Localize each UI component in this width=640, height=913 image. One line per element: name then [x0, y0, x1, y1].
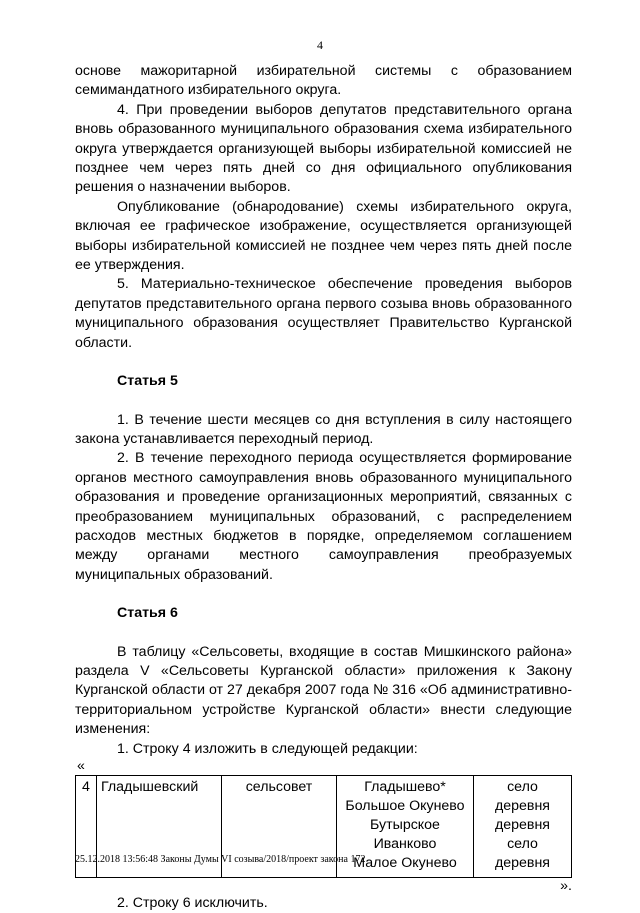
paragraph-publication: Опубликование (обнародование) схемы избирательного округа, включая ее графическое изображение, осуществляется организующей выборы избирательной комиссией не позднее чем через пять дней после ее утверждения.: [75, 198, 572, 274]
settlement-type: деревня: [494, 855, 550, 871]
settlement-type: деревня: [494, 817, 550, 833]
paragraph-item-5: 5. Материально-техническое обеспечение проведения выборов депутатов представительного органа первого созыва вновь образованного муниципального образования осуществляет Правительство Курганской области.: [75, 276, 572, 351]
article-6-paragraph-1: В таблицу «Сельсоветы, входящие в состав Мишкинского района» раздела V «Сельсоветы Курганской области» приложения к Закону Курганской области от 27 декабря 2007 года № 316 «Об административно-территориальном устройстве Курганской области» внести следующие изменения:: [75, 643, 572, 738]
article-5-heading: Статья 5: [117, 373, 178, 390]
settlement-name: Гладышево*: [364, 779, 446, 795]
settlement-type: село: [507, 779, 538, 795]
page-number: 4: [317, 38, 323, 52]
closing-quote: ».: [560, 878, 572, 894]
settlement-name: Малое Окунево: [353, 855, 457, 871]
article-6-paragraph-2: 1. Строку 4 изложить в следующей редакции:: [117, 740, 418, 757]
settlement-type: село: [507, 836, 538, 852]
article-5-paragraph-1: 1. В течение шести месяцев со дня вступления в силу настоящего закона устанавливается переходный период.: [75, 411, 572, 447]
article-5-paragraph-2: 2. В течение переходного периода осуществляется формирование органов местного самоуправления вновь образованного муниципального образования и проведение организационных мероприятий, связанных с преобразованием муниципальных образований, с распределением расходов местных бюджетов в порядке, определяемом соглашением между органами местного самоуправления преобразуемых муниципальных образований.: [75, 450, 572, 583]
settlement-type: деревня: [494, 798, 550, 814]
article-6-heading: Статья 6: [117, 605, 178, 622]
settlement-types-cell: [474, 776, 572, 878]
document-body: [75, 62, 572, 913]
settlement-name: Большое Окунево: [345, 798, 465, 814]
paragraph-item-4: 4. При проведении выборов депутатов представительного органа вновь образованного муниципального образования схема избирательного округа утверждается организующей выборы избирательной комиссией не позднее чем через пять дней со дня официального опубликования решения о назначении выборов.: [75, 101, 572, 196]
settlement-name: Иванково: [373, 836, 437, 852]
council-name-cell: Гладышевский: [97, 776, 222, 878]
unit-type-cell: сельсовет: [222, 776, 337, 878]
paragraph-continuation: основе мажоритарной избирательной системы с образованием семимандатного избирательного округа.: [75, 63, 572, 99]
settlement-name: Бутырское: [370, 817, 440, 833]
document-footer: 25.12.2018 13:56:48 Законы Думы VI созыва/2018/проект закона 172: [75, 854, 366, 865]
row-number-cell: 4: [76, 776, 97, 878]
opening-quote: «: [77, 758, 85, 774]
article-6-item-2: 2. Строку 6 исключить.: [117, 895, 268, 911]
